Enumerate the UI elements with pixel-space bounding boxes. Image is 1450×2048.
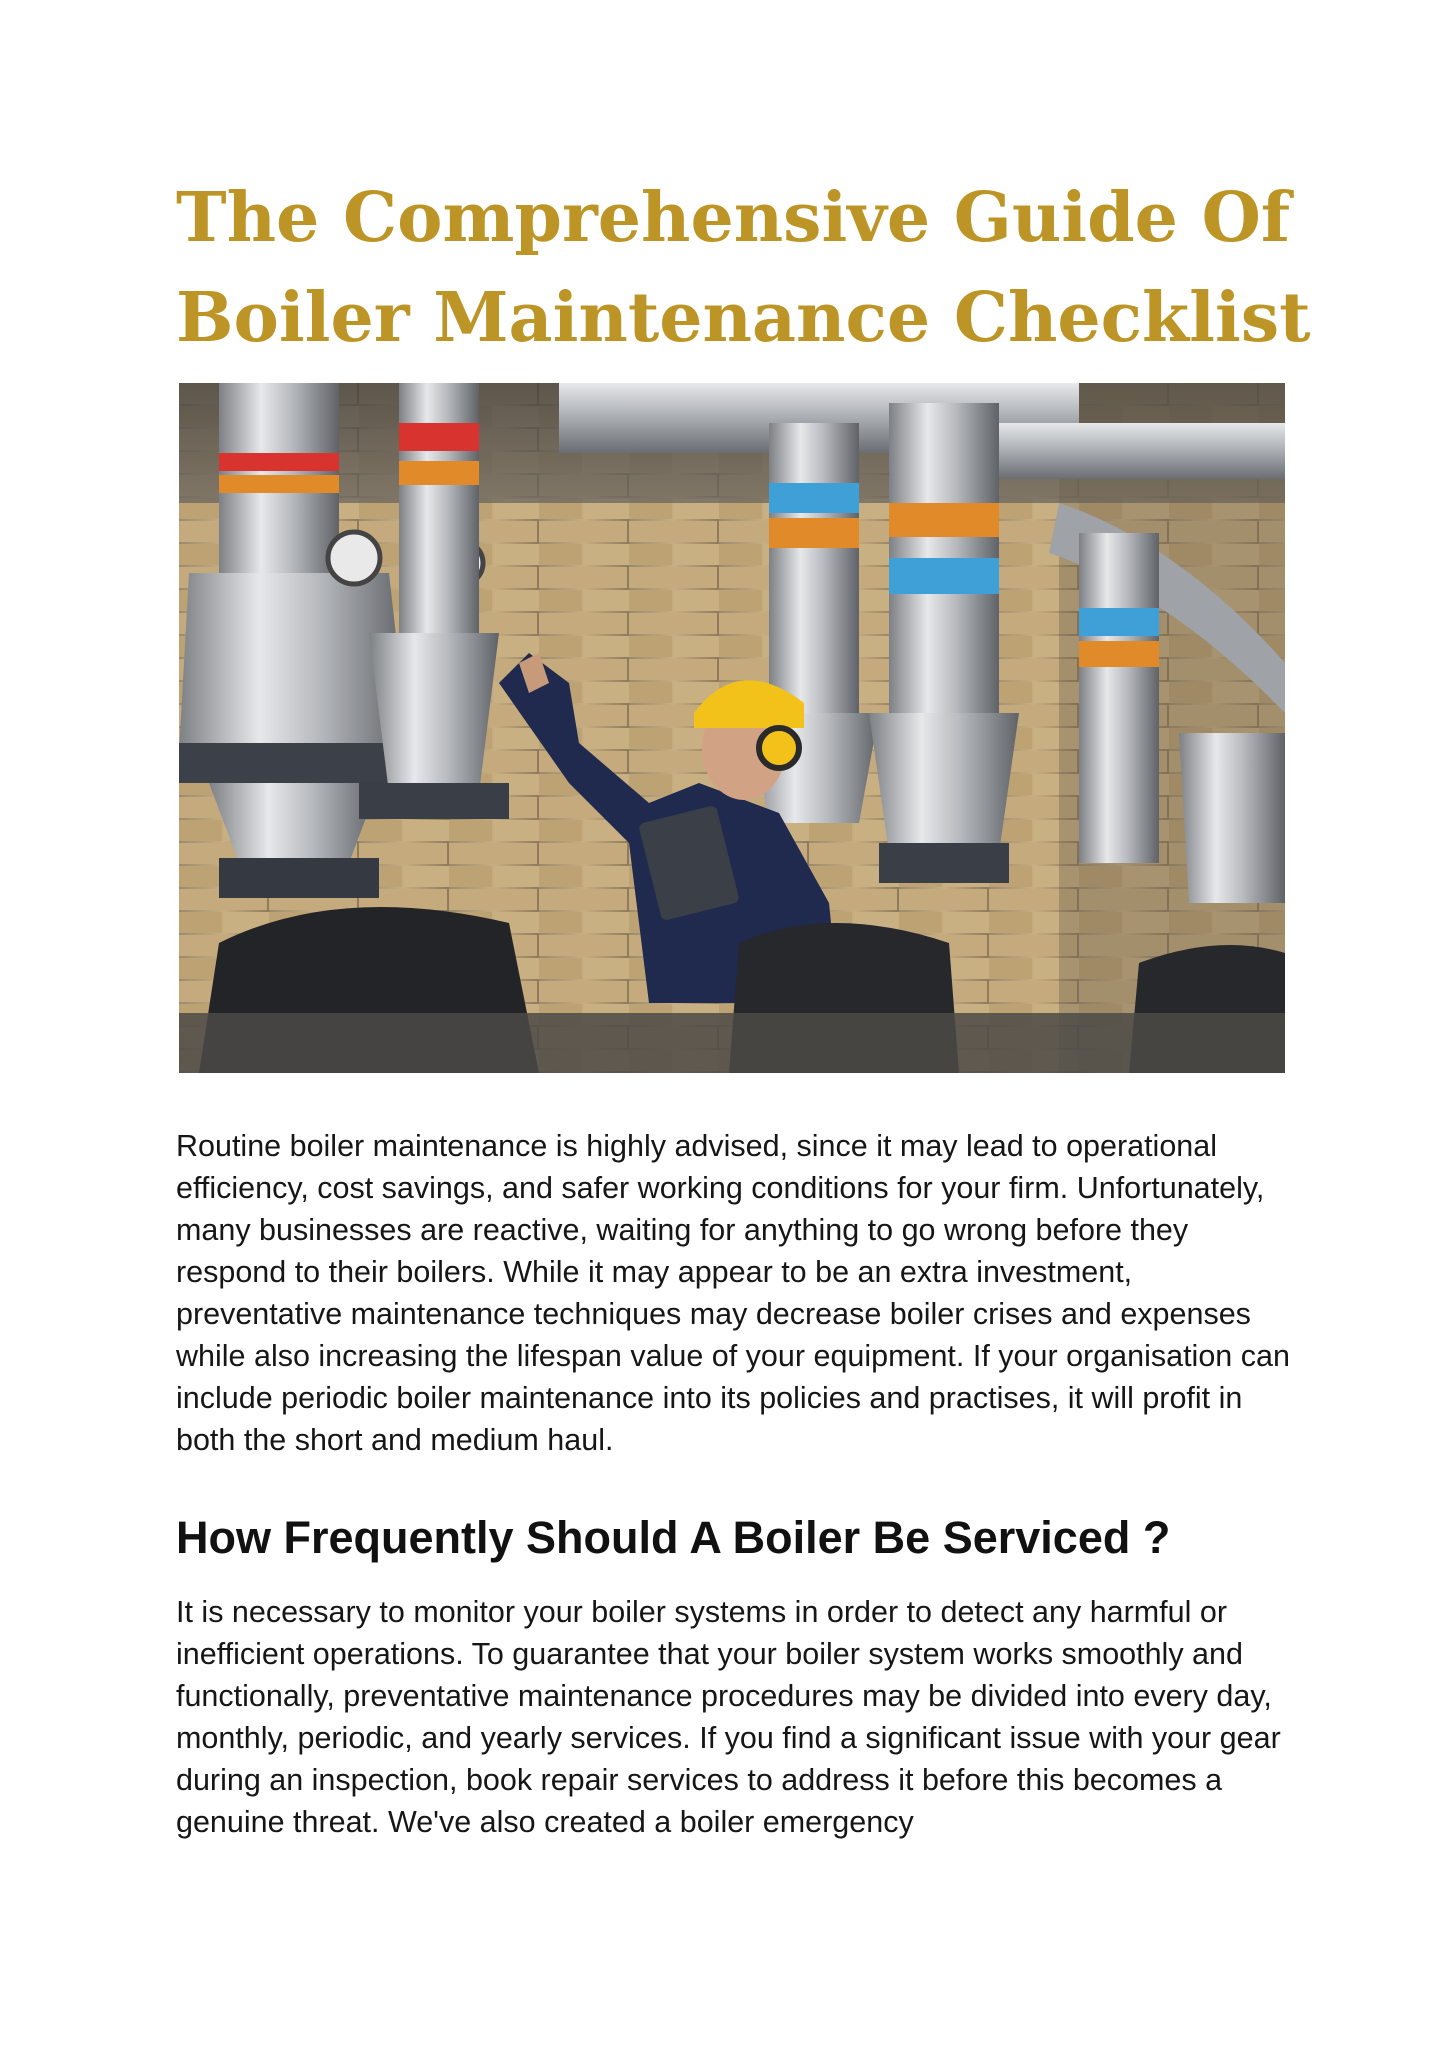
intro-paragraph: Routine boiler maintenance is highly advised, since it may lead to operational efficiency, cost savings, and safer working conditions for your firm. Unfortunately, many businesses are reactive, waiting for anything to go wrong before they respond to their boilers. While it may appear to be an extra investment, preventative maintenance techniques may decrease boiler crises and expenses while also increasing the lifespan value of your equipment. If your organisation can include periodic boiler maintenance into its policies and practises, it will profit in both the short and medium haul. [176, 1129, 1290, 1457]
section-paragraph: It is necessary to monitor your boiler systems in order to detect any harmful or inefficient operations. To guarantee that your boiler system works smoothly and functionally, preventative maintenance procedures may be divided into every day, monthly, periodic, and yearly services. If you find a significant issue with your gear during an inspection, book repair services to address it before this becomes a genuine threat. We've also created a boiler emergency [176, 1595, 1281, 1839]
section-heading: How Frequently Should A Boiler Be Serviced ? [176, 1512, 1171, 1563]
hero-image [179, 383, 1285, 1073]
article-title: The Comprehensive Guide Of Boiler Maintenance Checklist [176, 178, 1311, 358]
boiler-room-photo [179, 383, 1285, 1073]
